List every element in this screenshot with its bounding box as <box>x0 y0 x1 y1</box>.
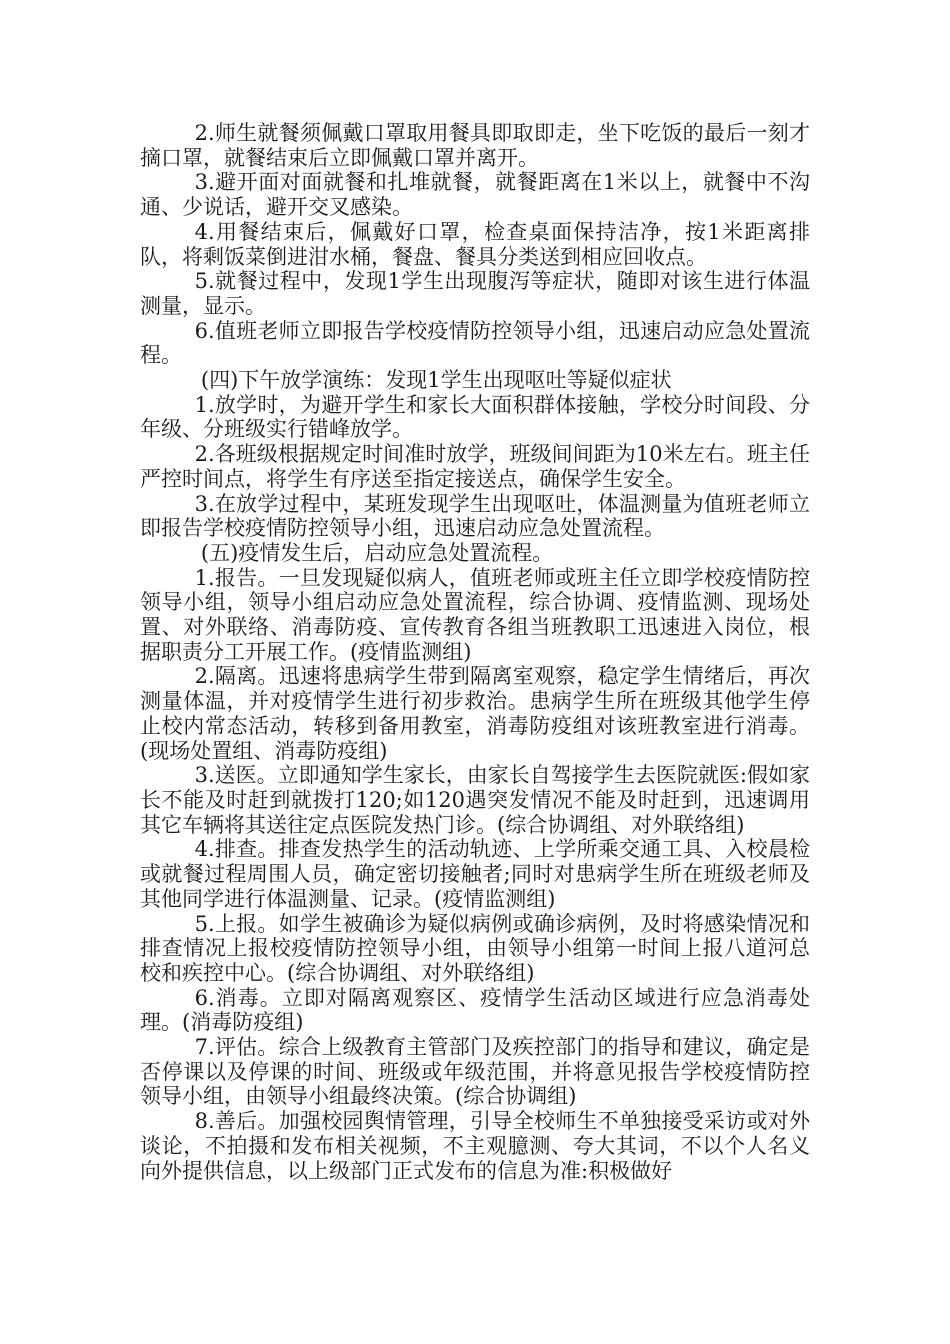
paragraph-step-escalation: 5.上报。如学生被确诊为疑似病例或确诊病例，及时将感染情况和排查情况上报校疫情防控领导小组，由领导小组第一时间上报八道河总校和疾控中心。(综合协调组、对外联络组) <box>140 911 810 985</box>
paragraph-dining-distance: 3.避开面对面就餐和扎堆就餐，就餐距离在1米以上，就餐中不沟通、少说话，避开交叉感染。 <box>140 170 810 220</box>
paragraph-after-meal: 4.用餐结束后，佩戴好口罩，检查桌面保持洁净，按1米距离排队，将剩饭菜倒进泔水桶，餐盘、餐具分类送到相应回收点。 <box>140 219 810 269</box>
paragraph-step-hospital: 3.送医。立即通知学生家长，由家长自驾接学生去医院就医:假如家长不能及时赶到就拨打120;如120遇突发情况不能及时赶到，迅速调用其它车辆将其送往定点医院发热门诊。(综合协调组、对外联络组) <box>140 763 810 837</box>
paragraph-step-isolation: 2.隔离。迅速将患病学生带到隔离室观察，稳定学生情绪后，再次测量体温，并对疫情学生进行初步救治。患病学生所在班级其他学生停止校内常态活动，转移到备用教室，消毒防疫组对该班教室进行消毒。(现场处置组、消毒防疫组) <box>140 664 810 763</box>
paragraph-vomiting-case: 3.在放学过程中，某班发现学生出现呕吐，体温测量为值班老师立即报告学校疫情防控领导小组，迅速启动应急处置流程。 <box>140 491 810 541</box>
paragraph-report-leadership: 6.值班老师立即报告学校疫情防控领导小组，迅速启动应急处置流程。 <box>140 318 810 368</box>
paragraph-class-spacing: 2.各班级根据规定时间准时放学，班级间间距为10米左右。班主任严控时间点，将学生有序送至指定接送点，确保学生安全。 <box>140 442 810 491</box>
paragraph-diarrhea-case: 5.就餐过程中，发现1学生出现腹泻等症状，随即对该生进行体温测量，显示。 <box>140 269 810 318</box>
paragraph-step-aftermath: 8.善后。加强校园舆情管理，引导全校师生不单独接受采访或对外谈论，不拍摄和发布相关视频，不主观臆测、夸大其词，不以个人名义向外提供信息，以上级部门正式发布的信息为准:积极做好 <box>140 1109 810 1183</box>
paragraph-step-disinfection: 6.消毒。立即对隔离观察区、疫情学生活动区域进行应急消毒处理。(消毒防疫组) <box>140 985 810 1035</box>
paragraph-step-report: 1.报告。一旦发现疑似病人，值班老师或班主任立即学校疫情防控领导小组，领导小组启动应急处置流程，综合协调、疫情监测、现场处置、对外联络、消毒防疫、宣传教育各组当班教职工迅速进入岗位，根据职责分工开展工作。(疫情监测组) <box>140 565 810 664</box>
section-heading-dismissal-drill: (四)下午放学演练：发现1学生出现呕吐等疑似症状 <box>200 368 672 393</box>
section-heading-emergency-process: (五)疫情发生后，启动应急处置流程。 <box>200 540 554 565</box>
paragraph-staggered-dismissal: 1.放学时，为避开学生和家长大面积群体接触，学校分时间段、分年级、分班级实行错峰放学。 <box>140 392 810 442</box>
document-body <box>140 121 810 1183</box>
paragraph-step-assessment: 7.评估。综合上级教育主管部门及疾控部门的指导和建议，确定是否停课以及停课的时间、班级或年级范围，并将意见报告学校疫情防控领导小组，由领导小组最终决策。(综合协调组) <box>140 1035 810 1109</box>
paragraph-step-screening: 4.排查。排查发热学生的活动轨迹、上学所乘交通工具、入校晨检或就餐过程周围人员，确定密切接触者;同时对患病学生所在班级老师及其他同学进行体温测量、记录。(疫情监测组) <box>140 837 810 911</box>
paragraph-dining-masks: 2.师生就餐须佩戴口罩取用餐具即取即走，坐下吃饭的最后一刻才摘口罩，就餐结束后立即佩戴口罩并离开。 <box>140 121 810 170</box>
